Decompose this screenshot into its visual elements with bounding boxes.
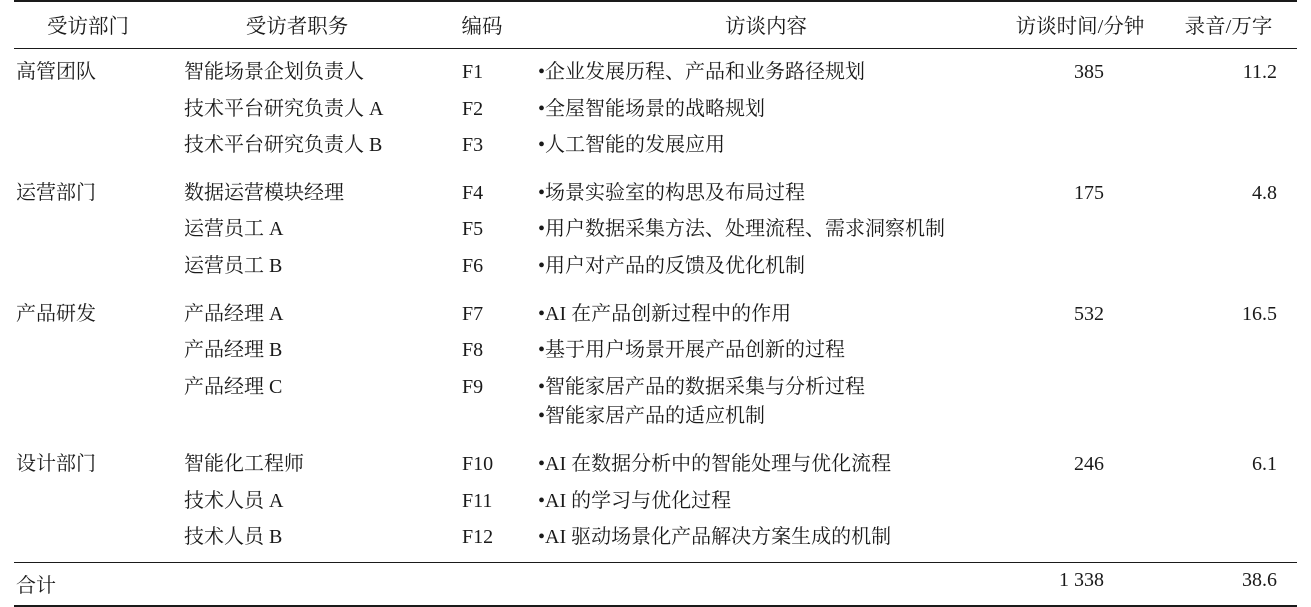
content-line: •场景实验室的构思及布局过程 [538, 181, 806, 204]
content-line: •企业发展历程、产品和业务路径规划 [538, 61, 866, 83]
cell-department [14, 483, 162, 520]
cell-department [14, 520, 162, 563]
cell-audio [1160, 91, 1297, 128]
cell-department [14, 128, 162, 170]
cell-department [14, 91, 162, 128]
table-row [14, 212, 1297, 249]
table-header-row [14, 1, 1297, 49]
cell-duration [1000, 333, 1160, 370]
column-header-content: 访谈内容 [725, 16, 807, 38]
content-line: •全屋智能场景的战略规划 [538, 97, 766, 120]
column-header-department: 受访部门 [47, 16, 129, 38]
cell-content [532, 369, 1000, 441]
total-label: 合计 [16, 574, 56, 597]
cell-content [532, 483, 1000, 520]
cell-department: 运营部门 [16, 181, 96, 204]
cell-content [532, 291, 1000, 333]
cell-audio [1160, 333, 1297, 370]
cell-duration [1000, 483, 1160, 520]
content-line: •用户对产品的反馈及优化机制 [538, 254, 806, 277]
cell-department [14, 369, 162, 441]
table-row [14, 91, 1297, 128]
content-line: •用户数据采集方法、处理流程、需求洞察机制 [538, 218, 946, 241]
total-audio: 38.6 [1242, 568, 1277, 591]
cell-code: F4 [462, 181, 484, 204]
cell-role: 技术平台研究负责人 A [184, 97, 384, 120]
column-header-audio: 录音/万字 [1184, 16, 1273, 38]
cell-duration: 246 [1074, 452, 1104, 475]
content-line: •AI 驱动场景化产品解决方案生成的机制 [538, 526, 892, 549]
table-row [14, 369, 1297, 441]
column-header-code: 编码 [461, 16, 503, 38]
table-row [14, 520, 1297, 563]
cell-duration: 532 [1074, 302, 1104, 325]
table-footer [14, 562, 1297, 606]
cell-role: 技术人员 A [184, 489, 284, 512]
cell-department [14, 248, 162, 290]
cell-duration: 385 [1074, 61, 1104, 83]
cell-role: 运营员工 B [184, 254, 283, 277]
table-body [14, 49, 1297, 563]
content-line: •AI 的学习与优化过程 [538, 489, 732, 512]
cell-department [14, 333, 162, 370]
cell-audio: 16.5 [1242, 302, 1277, 325]
cell-code: F8 [462, 339, 484, 362]
cell-audio [1160, 212, 1297, 249]
cell-audio: 11.2 [1242, 61, 1277, 83]
total-code-empty [432, 562, 532, 606]
cell-content [532, 212, 1000, 249]
cell-audio [1160, 248, 1297, 290]
cell-audio [1160, 520, 1297, 563]
table-row [14, 49, 1297, 92]
column-header-role: 受访者职务 [245, 16, 349, 38]
cell-content [532, 49, 1000, 92]
cell-code: F10 [462, 452, 494, 475]
cell-duration [1000, 91, 1160, 128]
cell-code: F11 [462, 489, 493, 512]
cell-code: F6 [462, 254, 484, 277]
table-row [14, 248, 1297, 290]
cell-audio [1160, 483, 1297, 520]
table-row [14, 128, 1297, 170]
table-row [14, 333, 1297, 370]
cell-role: 智能场景企划负责人 [184, 61, 364, 83]
cell-code: F2 [462, 97, 484, 120]
cell-audio: 4.8 [1252, 181, 1277, 204]
cell-role: 数据运营模块经理 [184, 181, 344, 204]
cell-code: F9 [462, 375, 484, 398]
cell-content [532, 128, 1000, 170]
cell-department: 高管团队 [16, 61, 96, 83]
total-content-empty [532, 562, 1000, 606]
cell-content [532, 170, 1000, 212]
total-row [14, 562, 1297, 606]
cell-role: 技术人员 B [184, 526, 283, 549]
table-row [14, 170, 1297, 212]
cell-duration [1000, 520, 1160, 563]
cell-audio: 6.1 [1252, 452, 1277, 475]
cell-role: 产品经理 A [184, 302, 284, 325]
content-line: •AI 在数据分析中的智能处理与优化流程 [538, 452, 892, 475]
cell-duration [1000, 248, 1160, 290]
cell-department [14, 212, 162, 249]
cell-code: F12 [462, 526, 494, 549]
table-header [14, 1, 1297, 49]
cell-code: F3 [462, 134, 484, 157]
cell-role: 运营员工 A [184, 218, 284, 241]
total-role-empty [162, 562, 432, 606]
cell-content [532, 248, 1000, 290]
cell-audio [1160, 128, 1297, 170]
table-row [14, 483, 1297, 520]
cell-duration [1000, 369, 1160, 441]
content-line: •智能家居产品的数据采集与分析过程 [538, 375, 866, 398]
cell-audio [1160, 369, 1297, 441]
cell-role: 智能化工程师 [184, 452, 304, 475]
cell-content [532, 520, 1000, 563]
content-line: •智能家居产品的适应机制 [538, 405, 766, 428]
cell-content [532, 91, 1000, 128]
content-line: •人工智能的发展应用 [538, 134, 726, 157]
cell-code: F7 [462, 302, 484, 325]
total-duration: 1 338 [1059, 568, 1104, 591]
column-header-duration: 访谈时间/分钟 [1015, 16, 1145, 38]
cell-content [532, 333, 1000, 370]
cell-department: 产品研发 [16, 302, 96, 325]
content-line: •AI 在产品创新过程中的作用 [538, 302, 792, 325]
cell-duration [1000, 212, 1160, 249]
content-line: •基于用户场景开展产品创新的过程 [538, 339, 846, 362]
cell-code: F5 [462, 218, 484, 241]
cell-duration [1000, 128, 1160, 170]
cell-code: F1 [462, 61, 484, 83]
cell-duration: 175 [1074, 181, 1104, 204]
table-row [14, 291, 1297, 333]
cell-role: 产品经理 C [184, 375, 283, 398]
cell-content [532, 441, 1000, 483]
cell-role: 产品经理 B [184, 339, 283, 362]
cell-role: 技术平台研究负责人 B [184, 134, 383, 157]
cell-department: 设计部门 [16, 452, 96, 475]
table-row [14, 441, 1297, 483]
